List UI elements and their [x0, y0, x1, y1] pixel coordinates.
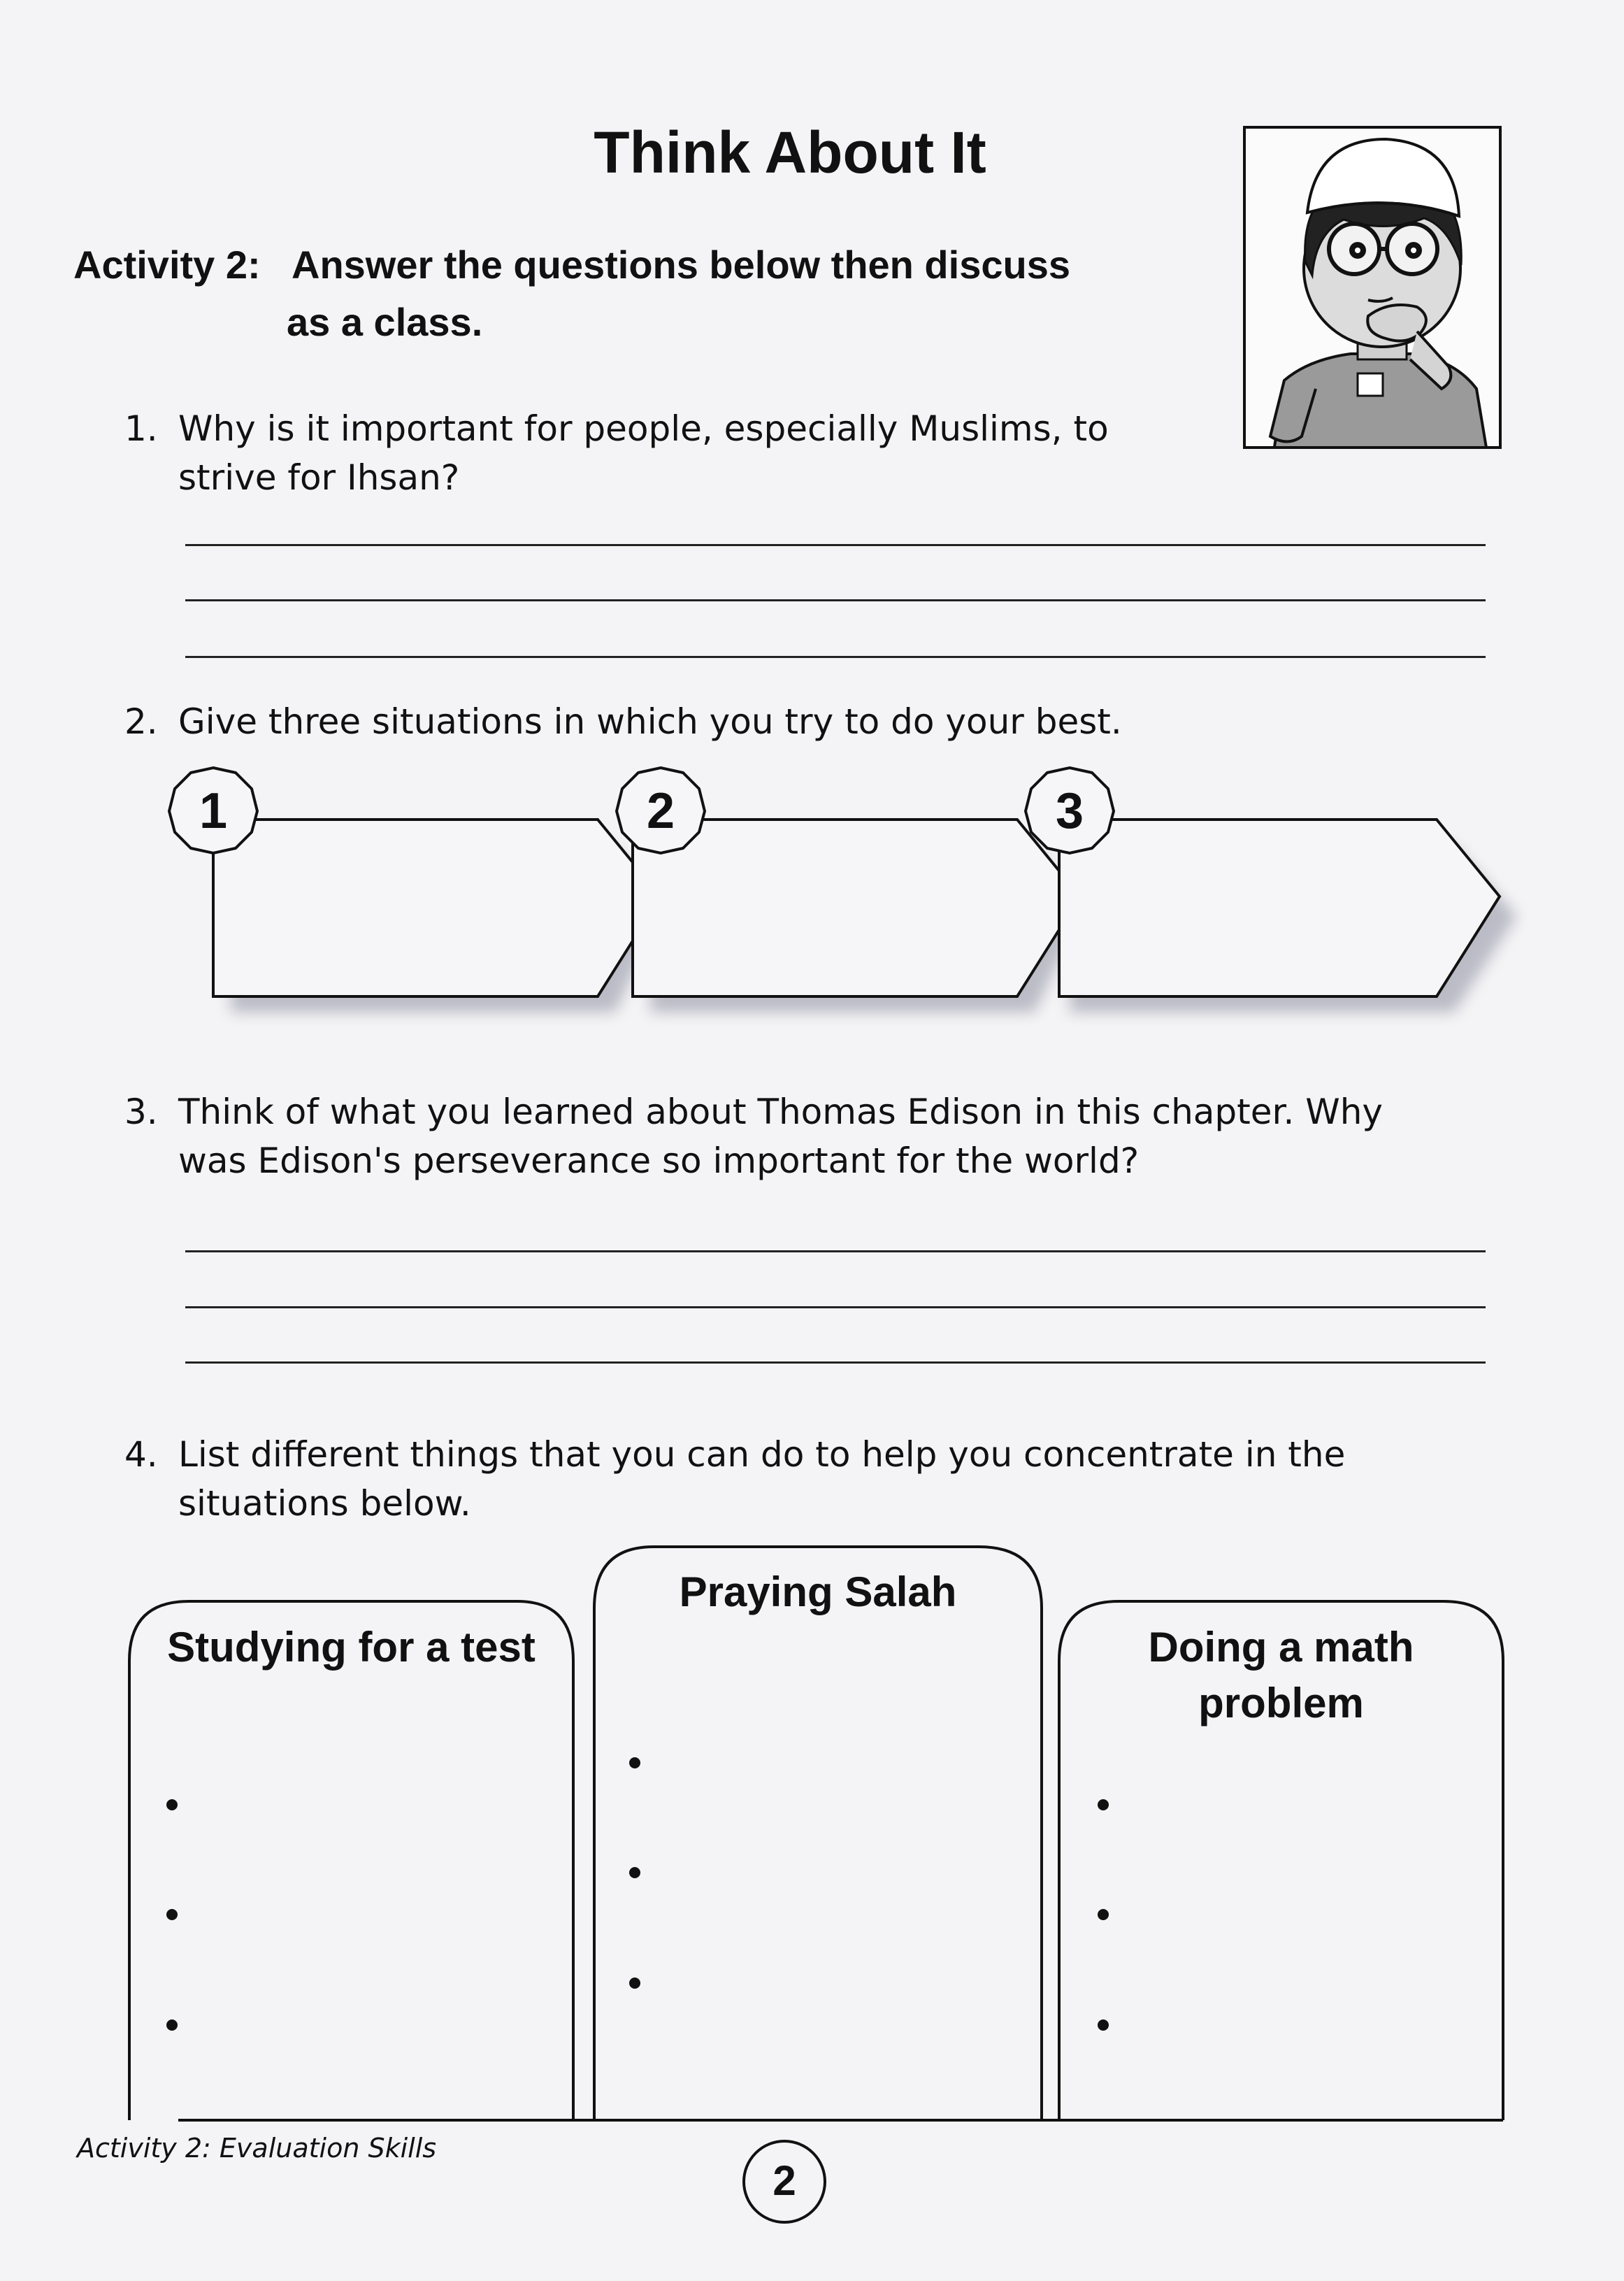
question-3: [126, 1087, 1496, 1185]
bullet-point[interactable]: [629, 1978, 640, 1989]
box-title-praying: Praying Salah: [679, 1568, 957, 1615]
answer-line[interactable]: [185, 1361, 1486, 1364]
question-text-line2: strive for Ihsan?: [178, 457, 460, 498]
answer-line[interactable]: [185, 1306, 1486, 1308]
situation-box-3: [1059, 820, 1500, 996]
bullet-point[interactable]: [166, 2019, 178, 2031]
activity-instruction-line2: as a class.: [287, 300, 483, 344]
question-number: 4.: [124, 1434, 158, 1475]
bullet-point[interactable]: [1098, 1909, 1109, 1920]
concentration-box-2: [594, 1547, 1042, 2120]
question-4: [126, 1430, 1496, 1528]
bullet-point[interactable]: [166, 1799, 178, 1810]
question-number: 3.: [124, 1092, 158, 1132]
bullet-point[interactable]: [1098, 1799, 1109, 1810]
step-number-3: 3: [1055, 783, 1084, 839]
page-title: Think About It: [594, 120, 986, 185]
situation-box-2: [633, 820, 1080, 996]
question-text-line1: Give three situations in which you try to do your best.: [178, 701, 1122, 742]
question-text-line1: Why is it important for people, especially Muslims, to: [178, 408, 1109, 449]
page-number: 2: [742, 2140, 826, 2224]
box-title-math: Doing a math problem: [1148, 1624, 1414, 1726]
footer-caption: Activity 2: Evaluation Skills: [77, 2133, 437, 2164]
question-text-line2: situations below.: [178, 1483, 471, 1524]
situation-box-1: [213, 820, 661, 996]
bullet-point[interactable]: [166, 1909, 178, 1920]
activity-instruction-line1: Answer the questions below then discuss: [292, 243, 1070, 287]
question-text-line1: List different things that you can do to help you concentrate in the: [178, 1434, 1346, 1475]
step-number-2: 2: [646, 783, 675, 839]
question-number: 1.: [124, 408, 158, 449]
question-number: 2.: [124, 701, 158, 742]
activity-label: Activity 2:: [73, 243, 261, 287]
question-text-line1: Think of what you learned about Thomas Edison in this chapter. Why: [178, 1092, 1383, 1132]
box-title-studying: Studying for a test: [167, 1624, 536, 1671]
bullet-point[interactable]: [1098, 2019, 1109, 2031]
step-number-1: 1: [199, 783, 228, 839]
answer-line[interactable]: [185, 1250, 1486, 1252]
bullet-point[interactable]: [629, 1867, 640, 1878]
bullet-point[interactable]: [629, 1757, 640, 1768]
question-text-line2: was Edison's perseverance so important for the world?: [178, 1140, 1140, 1181]
concentration-box-1: [129, 1601, 573, 2120]
